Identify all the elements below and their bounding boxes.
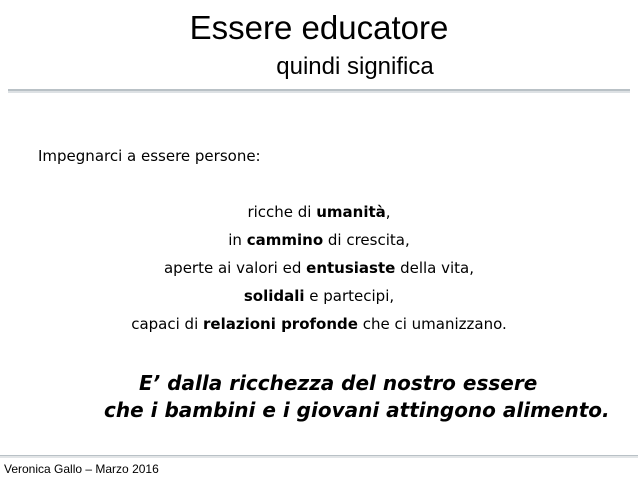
quality-keyword: solidali: [243, 287, 305, 305]
intro-text: Impegnarci a essere persone:: [38, 147, 261, 165]
quality-keyword: cammino: [246, 231, 324, 249]
slide-title: Essere educatore: [189, 9, 449, 46]
quality-text: aperte ai valori ed: [163, 259, 307, 277]
slide-subtitle: quindi significa: [276, 53, 434, 80]
quality-keyword: umanità: [316, 203, 386, 221]
qualities-list: [0, 200, 638, 340]
quality-text: in: [228, 231, 247, 249]
quality-text: ,: [385, 203, 391, 221]
emphasis-line-1: E’ dalla ricchezza del nostro essere: [139, 371, 538, 395]
quality-line: [0, 256, 638, 284]
quality-text: di crescita,: [323, 231, 410, 249]
quality-text: e partecipi,: [304, 287, 395, 305]
quality-text: capaci di: [131, 315, 204, 333]
quality-text: che ci umanizzano.: [357, 315, 507, 333]
quality-line: [0, 200, 638, 228]
emphasis-line-2: che i bambini e i giovani attingono alimento.: [104, 398, 610, 422]
quality-text: ricche di: [247, 203, 317, 221]
title-divider: [8, 89, 630, 93]
quality-line: [0, 312, 638, 340]
footer-author-date: Veronica Gallo – Marzo 2016: [4, 462, 159, 476]
quality-line: [0, 284, 638, 312]
quality-keyword: entusiaste: [306, 259, 396, 277]
quality-line: [0, 228, 638, 256]
footer-divider: [0, 455, 638, 458]
quality-keyword: relazioni profonde: [203, 315, 358, 333]
quality-text: della vita,: [395, 259, 475, 277]
